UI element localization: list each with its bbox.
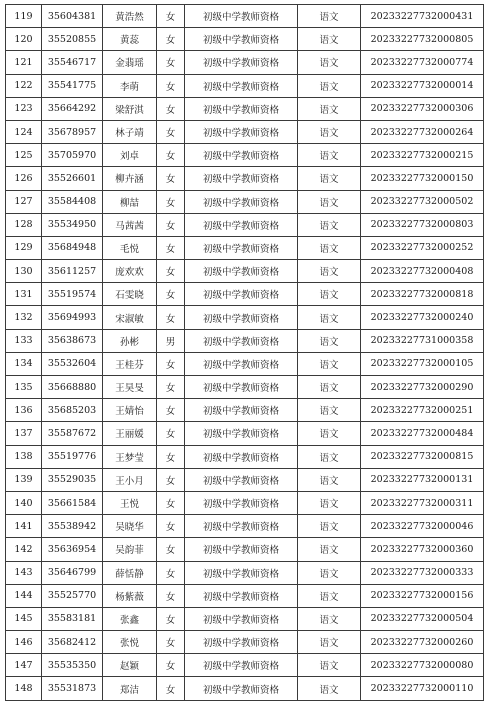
candidate-name-cell: 吴晓华 [103, 515, 157, 538]
qualification-type-cell: 初级中学教师资格 [185, 515, 298, 538]
candidate-gender-cell: 女 [157, 260, 185, 283]
teaching-subject-cell: 语文 [298, 607, 361, 630]
candidate-name-cell: 薛恬静 [103, 561, 157, 584]
certificate-number-cell: 20233227732000311 [361, 491, 484, 514]
candidate-gender-cell: 女 [157, 74, 185, 97]
row-number-cell: 121 [6, 51, 42, 74]
candidate-name-cell: 王悦 [103, 491, 157, 514]
qualification-type-cell: 初级中学教师资格 [185, 306, 298, 329]
candidate-gender-cell: 女 [157, 654, 185, 677]
teaching-subject-cell: 语文 [298, 422, 361, 445]
table-row [6, 260, 484, 283]
qualification-type-cell: 初级中学教师资格 [185, 213, 298, 236]
candidate-name-cell: 张悦 [103, 631, 157, 654]
table-row [6, 677, 484, 700]
candidate-id-cell: 35664292 [42, 97, 103, 120]
certificate-number-cell: 20233227732000131 [361, 468, 484, 491]
candidate-gender-cell: 女 [157, 28, 185, 51]
candidate-gender-cell: 女 [157, 445, 185, 468]
certificate-number-cell: 20233227732000803 [361, 213, 484, 236]
row-number-cell: 119 [6, 5, 42, 28]
teaching-subject-cell: 语文 [298, 445, 361, 468]
candidate-id-cell: 35546717 [42, 51, 103, 74]
certificate-number-cell: 20233227732000815 [361, 445, 484, 468]
candidate-id-cell: 35661584 [42, 491, 103, 514]
candidate-name-cell: 王昊旻 [103, 376, 157, 399]
certificate-number-cell: 20233227732000110 [361, 677, 484, 700]
qualification-type-cell: 初级中学教师资格 [185, 5, 298, 28]
qualification-type-cell: 初级中学教师资格 [185, 97, 298, 120]
teaching-subject-cell: 语文 [298, 190, 361, 213]
candidate-id-cell: 35541775 [42, 74, 103, 97]
row-number-cell: 144 [6, 584, 42, 607]
row-number-cell: 137 [6, 422, 42, 445]
candidate-id-cell: 35604381 [42, 5, 103, 28]
table-row [6, 97, 484, 120]
certificate-number-cell: 20233227732000333 [361, 561, 484, 584]
table-row [6, 329, 484, 352]
candidate-name-cell: 刘卓 [103, 144, 157, 167]
candidate-id-cell: 35587672 [42, 422, 103, 445]
qualification-type-cell: 初级中学教师资格 [185, 51, 298, 74]
table-row [6, 5, 484, 28]
certificate-number-cell: 20233227732000014 [361, 74, 484, 97]
candidate-gender-cell: 女 [157, 677, 185, 700]
candidate-gender-cell: 女 [157, 97, 185, 120]
candidate-id-cell: 35519574 [42, 283, 103, 306]
candidate-name-cell: 黄浩然 [103, 5, 157, 28]
candidate-gender-cell: 女 [157, 631, 185, 654]
row-number-cell: 125 [6, 144, 42, 167]
table-row [6, 515, 484, 538]
table-row [6, 491, 484, 514]
row-number-cell: 141 [6, 515, 42, 538]
certificate-number-cell: 20233227732000306 [361, 97, 484, 120]
certificate-number-cell: 20233227732000105 [361, 352, 484, 375]
candidate-id-cell: 35538942 [42, 515, 103, 538]
teaching-subject-cell: 语文 [298, 144, 361, 167]
teaching-subject-cell: 语文 [298, 329, 361, 352]
candidate-id-cell: 35534950 [42, 213, 103, 236]
candidate-gender-cell: 女 [157, 190, 185, 213]
table-row [6, 236, 484, 259]
candidate-name-cell: 王婧怡 [103, 399, 157, 422]
row-number-cell: 148 [6, 677, 42, 700]
qualification-type-cell: 初级中学教师资格 [185, 352, 298, 375]
teaching-subject-cell: 语文 [298, 28, 361, 51]
candidate-name-cell: 柳喆 [103, 190, 157, 213]
row-number-cell: 146 [6, 631, 42, 654]
table-row [6, 352, 484, 375]
row-number-cell: 123 [6, 97, 42, 120]
candidate-gender-cell: 女 [157, 376, 185, 399]
certificate-number-cell: 20233227732000156 [361, 584, 484, 607]
candidate-gender-cell: 男 [157, 329, 185, 352]
teaching-subject-cell: 语文 [298, 167, 361, 190]
candidate-name-cell: 吴韵菲 [103, 538, 157, 561]
table-row [6, 399, 484, 422]
qualification-type-cell: 初级中学教师资格 [185, 561, 298, 584]
teaching-subject-cell: 语文 [298, 5, 361, 28]
row-number-cell: 132 [6, 306, 42, 329]
candidate-id-cell: 35532604 [42, 352, 103, 375]
certificate-number-cell: 20233227732000774 [361, 51, 484, 74]
candidate-id-cell: 35531873 [42, 677, 103, 700]
row-number-cell: 120 [6, 28, 42, 51]
teaching-subject-cell: 语文 [298, 376, 361, 399]
row-number-cell: 129 [6, 236, 42, 259]
roster-table-body [6, 5, 484, 701]
candidate-name-cell: 杨紫薇 [103, 584, 157, 607]
teaching-subject-cell: 语文 [298, 51, 361, 74]
qualification-type-cell: 初级中学教师资格 [185, 329, 298, 352]
candidate-id-cell: 35668880 [42, 376, 103, 399]
row-number-cell: 147 [6, 654, 42, 677]
qualification-type-cell: 初级中学教师资格 [185, 631, 298, 654]
candidate-name-cell: 庞欢欢 [103, 260, 157, 283]
table-row [6, 607, 484, 630]
table-row [6, 74, 484, 97]
certificate-number-cell: 20233227732000264 [361, 120, 484, 143]
candidate-name-cell: 郑洁 [103, 677, 157, 700]
certificate-number-cell: 20233227732000360 [361, 538, 484, 561]
teaching-subject-cell: 语文 [298, 120, 361, 143]
qualification-type-cell: 初级中学教师资格 [185, 120, 298, 143]
qualification-type-cell: 初级中学教师资格 [185, 468, 298, 491]
candidate-id-cell: 35646799 [42, 561, 103, 584]
candidate-name-cell: 林子靖 [103, 120, 157, 143]
candidate-name-cell: 梁舒淇 [103, 97, 157, 120]
teaching-subject-cell: 语文 [298, 584, 361, 607]
certificate-number-cell: 20233227732000504 [361, 607, 484, 630]
candidate-id-cell: 35636954 [42, 538, 103, 561]
candidate-id-cell: 35520855 [42, 28, 103, 51]
certificate-number-cell: 20233227732000502 [361, 190, 484, 213]
table-row [6, 28, 484, 51]
teaching-subject-cell: 语文 [298, 260, 361, 283]
row-number-cell: 128 [6, 213, 42, 236]
qualification-type-cell: 初级中学教师资格 [185, 260, 298, 283]
candidate-id-cell: 35583181 [42, 607, 103, 630]
candidate-gender-cell: 女 [157, 352, 185, 375]
row-number-cell: 139 [6, 468, 42, 491]
candidate-id-cell: 35685203 [42, 399, 103, 422]
certificate-number-cell: 20233227732000484 [361, 422, 484, 445]
candidate-name-cell: 王小月 [103, 468, 157, 491]
candidate-name-cell: 马茜茜 [103, 213, 157, 236]
candidate-id-cell: 35638673 [42, 329, 103, 352]
candidate-id-cell: 35525770 [42, 584, 103, 607]
candidate-gender-cell: 女 [157, 468, 185, 491]
teaching-subject-cell: 语文 [298, 74, 361, 97]
certificate-number-cell: 20233227732000046 [361, 515, 484, 538]
teaching-subject-cell: 语文 [298, 561, 361, 584]
qualification-type-cell: 初级中学教师资格 [185, 144, 298, 167]
teaching-subject-cell: 语文 [298, 399, 361, 422]
teaching-subject-cell: 语文 [298, 538, 361, 561]
certificate-number-cell: 20233227732000805 [361, 28, 484, 51]
table-row [6, 561, 484, 584]
table-row [6, 631, 484, 654]
teaching-subject-cell: 语文 [298, 213, 361, 236]
table-row [6, 144, 484, 167]
candidate-gender-cell: 女 [157, 51, 185, 74]
candidate-id-cell: 35678957 [42, 120, 103, 143]
table-row [6, 654, 484, 677]
candidate-gender-cell: 女 [157, 399, 185, 422]
row-number-cell: 122 [6, 74, 42, 97]
row-number-cell: 134 [6, 352, 42, 375]
teaching-subject-cell: 语文 [298, 654, 361, 677]
teaching-subject-cell: 语文 [298, 491, 361, 514]
teaching-subject-cell: 语文 [298, 631, 361, 654]
certificate-number-cell: 20233227732000818 [361, 283, 484, 306]
teaching-subject-cell: 语文 [298, 236, 361, 259]
candidate-name-cell: 王桂芬 [103, 352, 157, 375]
candidate-name-cell: 黄蕊 [103, 28, 157, 51]
candidate-name-cell: 孙彬 [103, 329, 157, 352]
certificate-number-cell: 20233227732000080 [361, 654, 484, 677]
table-row [6, 283, 484, 306]
row-number-cell: 130 [6, 260, 42, 283]
table-row [6, 190, 484, 213]
candidate-name-cell: 柳卉涵 [103, 167, 157, 190]
candidate-name-cell: 王梦莹 [103, 445, 157, 468]
qualification-type-cell: 初级中学教师资格 [185, 491, 298, 514]
candidate-id-cell: 35584408 [42, 190, 103, 213]
table-row [6, 51, 484, 74]
certificate-number-cell: 20233227731000358 [361, 329, 484, 352]
row-number-cell: 140 [6, 491, 42, 514]
candidate-gender-cell: 女 [157, 213, 185, 236]
certificate-number-cell: 20233227732000408 [361, 260, 484, 283]
candidate-name-cell: 李萌 [103, 74, 157, 97]
candidate-gender-cell: 女 [157, 538, 185, 561]
candidate-gender-cell: 女 [157, 491, 185, 514]
qualification-type-cell: 初级中学教师资格 [185, 399, 298, 422]
certificate-number-cell: 20233227732000290 [361, 376, 484, 399]
certificate-number-cell: 20233227732000215 [361, 144, 484, 167]
candidate-name-cell: 石雯晓 [103, 283, 157, 306]
row-number-cell: 142 [6, 538, 42, 561]
certificate-number-cell: 20233227732000431 [361, 5, 484, 28]
row-number-cell: 143 [6, 561, 42, 584]
candidate-name-cell: 赵颖 [103, 654, 157, 677]
qualification-type-cell: 初级中学教师资格 [185, 422, 298, 445]
row-number-cell: 145 [6, 607, 42, 630]
certificate-number-cell: 20233227732000240 [361, 306, 484, 329]
row-number-cell: 135 [6, 376, 42, 399]
candidate-gender-cell: 女 [157, 607, 185, 630]
candidate-name-cell: 宋淑敏 [103, 306, 157, 329]
qualification-type-cell: 初级中学教师资格 [185, 376, 298, 399]
row-number-cell: 131 [6, 283, 42, 306]
qualification-type-cell: 初级中学教师资格 [185, 607, 298, 630]
certificate-number-cell: 20233227732000260 [361, 631, 484, 654]
qualification-type-cell: 初级中学教师资格 [185, 677, 298, 700]
table-row [6, 213, 484, 236]
table-row [6, 120, 484, 143]
table-row [6, 468, 484, 491]
candidate-id-cell: 35705970 [42, 144, 103, 167]
qualification-type-cell: 初级中学教师资格 [185, 236, 298, 259]
candidate-gender-cell: 女 [157, 283, 185, 306]
teaching-subject-cell: 语文 [298, 283, 361, 306]
row-number-cell: 127 [6, 190, 42, 213]
candidate-id-cell: 35529035 [42, 468, 103, 491]
candidate-gender-cell: 女 [157, 167, 185, 190]
candidate-gender-cell: 女 [157, 306, 185, 329]
roster-table [5, 4, 484, 701]
candidate-id-cell: 35684948 [42, 236, 103, 259]
candidate-gender-cell: 女 [157, 515, 185, 538]
candidate-gender-cell: 女 [157, 584, 185, 607]
candidate-name-cell: 金翡瑶 [103, 51, 157, 74]
table-row [6, 584, 484, 607]
candidate-gender-cell: 女 [157, 120, 185, 143]
candidate-id-cell: 35519776 [42, 445, 103, 468]
teaching-subject-cell: 语文 [298, 677, 361, 700]
qualification-type-cell: 初级中学教师资格 [185, 654, 298, 677]
candidate-gender-cell: 女 [157, 144, 185, 167]
table-row [6, 445, 484, 468]
qualification-type-cell: 初级中学教师资格 [185, 167, 298, 190]
table-row [6, 538, 484, 561]
qualification-type-cell: 初级中学教师资格 [185, 584, 298, 607]
certificate-number-cell: 20233227732000252 [361, 236, 484, 259]
teaching-subject-cell: 语文 [298, 97, 361, 120]
candidate-name-cell: 张鑫 [103, 607, 157, 630]
qualification-type-cell: 初级中学教师资格 [185, 74, 298, 97]
candidate-gender-cell: 女 [157, 422, 185, 445]
candidate-id-cell: 35694993 [42, 306, 103, 329]
candidate-name-cell: 王丽媛 [103, 422, 157, 445]
qualification-type-cell: 初级中学教师资格 [185, 538, 298, 561]
candidate-gender-cell: 女 [157, 5, 185, 28]
table-row [6, 376, 484, 399]
row-number-cell: 133 [6, 329, 42, 352]
candidate-id-cell: 35526601 [42, 167, 103, 190]
teaching-subject-cell: 语文 [298, 515, 361, 538]
teaching-subject-cell: 语文 [298, 352, 361, 375]
candidate-name-cell: 毛悦 [103, 236, 157, 259]
qualification-type-cell: 初级中学教师资格 [185, 283, 298, 306]
teaching-subject-cell: 语文 [298, 306, 361, 329]
qualification-type-cell: 初级中学教师资格 [185, 28, 298, 51]
certificate-number-cell: 20233227732000251 [361, 399, 484, 422]
candidate-gender-cell: 女 [157, 561, 185, 584]
candidate-gender-cell: 女 [157, 236, 185, 259]
candidate-id-cell: 35682412 [42, 631, 103, 654]
row-number-cell: 138 [6, 445, 42, 468]
table-row [6, 167, 484, 190]
row-number-cell: 126 [6, 167, 42, 190]
row-number-cell: 136 [6, 399, 42, 422]
teaching-subject-cell: 语文 [298, 468, 361, 491]
candidate-id-cell: 35535350 [42, 654, 103, 677]
qualification-type-cell: 初级中学教师资格 [185, 445, 298, 468]
certificate-number-cell: 20233227732000150 [361, 167, 484, 190]
qualification-type-cell: 初级中学教师资格 [185, 190, 298, 213]
table-row [6, 306, 484, 329]
table-row [6, 422, 484, 445]
candidate-id-cell: 35611257 [42, 260, 103, 283]
row-number-cell: 124 [6, 120, 42, 143]
